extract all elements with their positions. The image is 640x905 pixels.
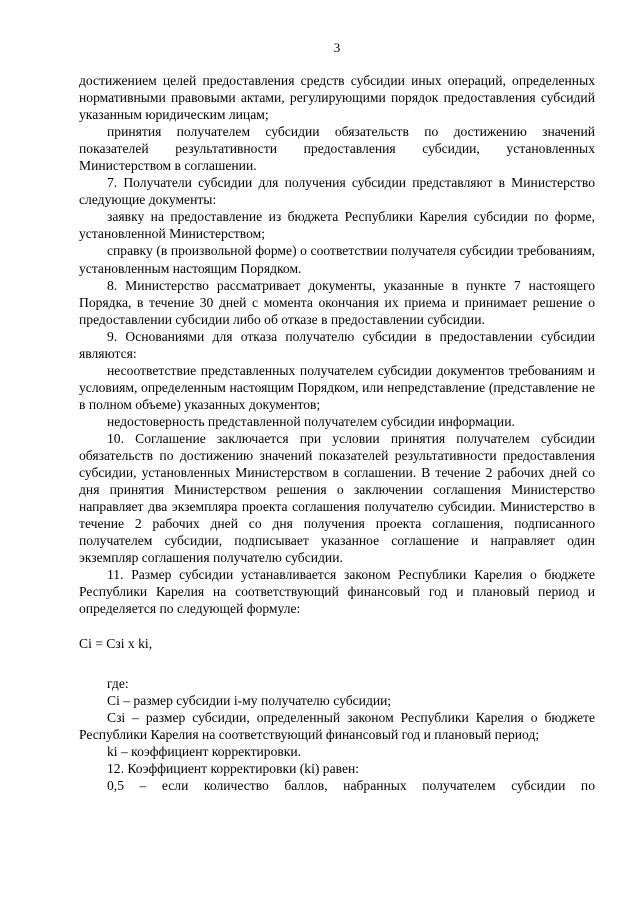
paragraph-coefficient-05: 0,5 – если количество баллов, набранных получателем субсидии по	[107, 777, 595, 793]
paragraph-where: где:	[107, 675, 129, 691]
paragraph-item-12: 12. Коэффициент корректировки (ki) равен:	[107, 760, 360, 776]
paragraph-unreliability: недостоверность представленной получателем субсидии информации.	[107, 413, 515, 429]
page-number: 3	[333, 40, 341, 55]
paragraph-continuation: достижением целей предоставления средств субсидии иных операций, определенных нормативными правовыми актами, регулирующими порядок предоставления субсидий указанным юридическим лицам;	[79, 73, 595, 123]
paragraph-ci-definition: Ci – размер субсидии i-му получателю субсидии;	[107, 692, 392, 708]
document-body	[79, 72, 595, 794]
paragraph-item-7: 7. Получатели субсидии для получения субсидии представляют в Министерство следующие документы:	[79, 175, 595, 208]
paragraph-czi-definition: Сзi – размер субсидии, определенный законом Республики Карелия о бюджете Республики Карелия на соответствующий финансовый год и плановый период;	[79, 709, 595, 742]
paragraph-item-9: 9. Основаниями для отказа получателю субсидии в предоставлении субсидии являются:	[79, 328, 595, 361]
paragraph-item-8: 8. Министерство рассматривает документы, указанные в пункте 7 настоящего Порядка, в течение 30 дней с момента окончания их приема и принимает решение о предоставлении субсидии либо об отказе в предоставлении субсидии.	[79, 277, 595, 327]
paragraph-obligations: принятия получателем субсидии обязательств по достижению значений показателей результативности предоставления субсидии, установленных Министерством в соглашении.	[79, 124, 595, 174]
paragraph-certificate: справку (в произвольной форме) о соответствии получателя субсидии требованиям, установленным настоящим Порядком.	[79, 243, 595, 276]
paragraph-nonconformity: несоответствие представленных получателем субсидии документов требованиям и условиям, определенным настоящим Порядком, или непредставление (представление не в полном объеме) указанных документов;	[79, 362, 595, 412]
paragraph-application: заявку на предоставление из бюджета Республики Карелия субсидии по форме, установленной Министерством;	[79, 209, 595, 242]
paragraph-ki-definition: ki – коэффициент корректировки.	[107, 743, 302, 759]
paragraph-item-10: 10. Соглашение заключается при условии принятия получателем субсидии обязательств по достижению значений показателей результативности предоставления субсидии, установленных Министерством в соглашении. В течение 2 рабочих дней со дня принятия Министерством решения о заключении соглашения Министерство направляет два экземпляра проекта соглашения получателю субсидии. Министерство в течение 2 рабочих дней со дня получения проекта соглашения, подписанного получателем субсидии, подписывает указанное соглашение и направляет один экземпляр соглашения получателю субсидии.	[79, 430, 595, 566]
formula: Ci = Сзi x ki,	[79, 635, 153, 651]
paragraph-item-11: 11. Размер субсидии устанавливается законом Республики Карелия о бюджете Республики Карелия на соответствующий финансовый год и плановый период и определяется по следующей формуле:	[79, 567, 595, 617]
